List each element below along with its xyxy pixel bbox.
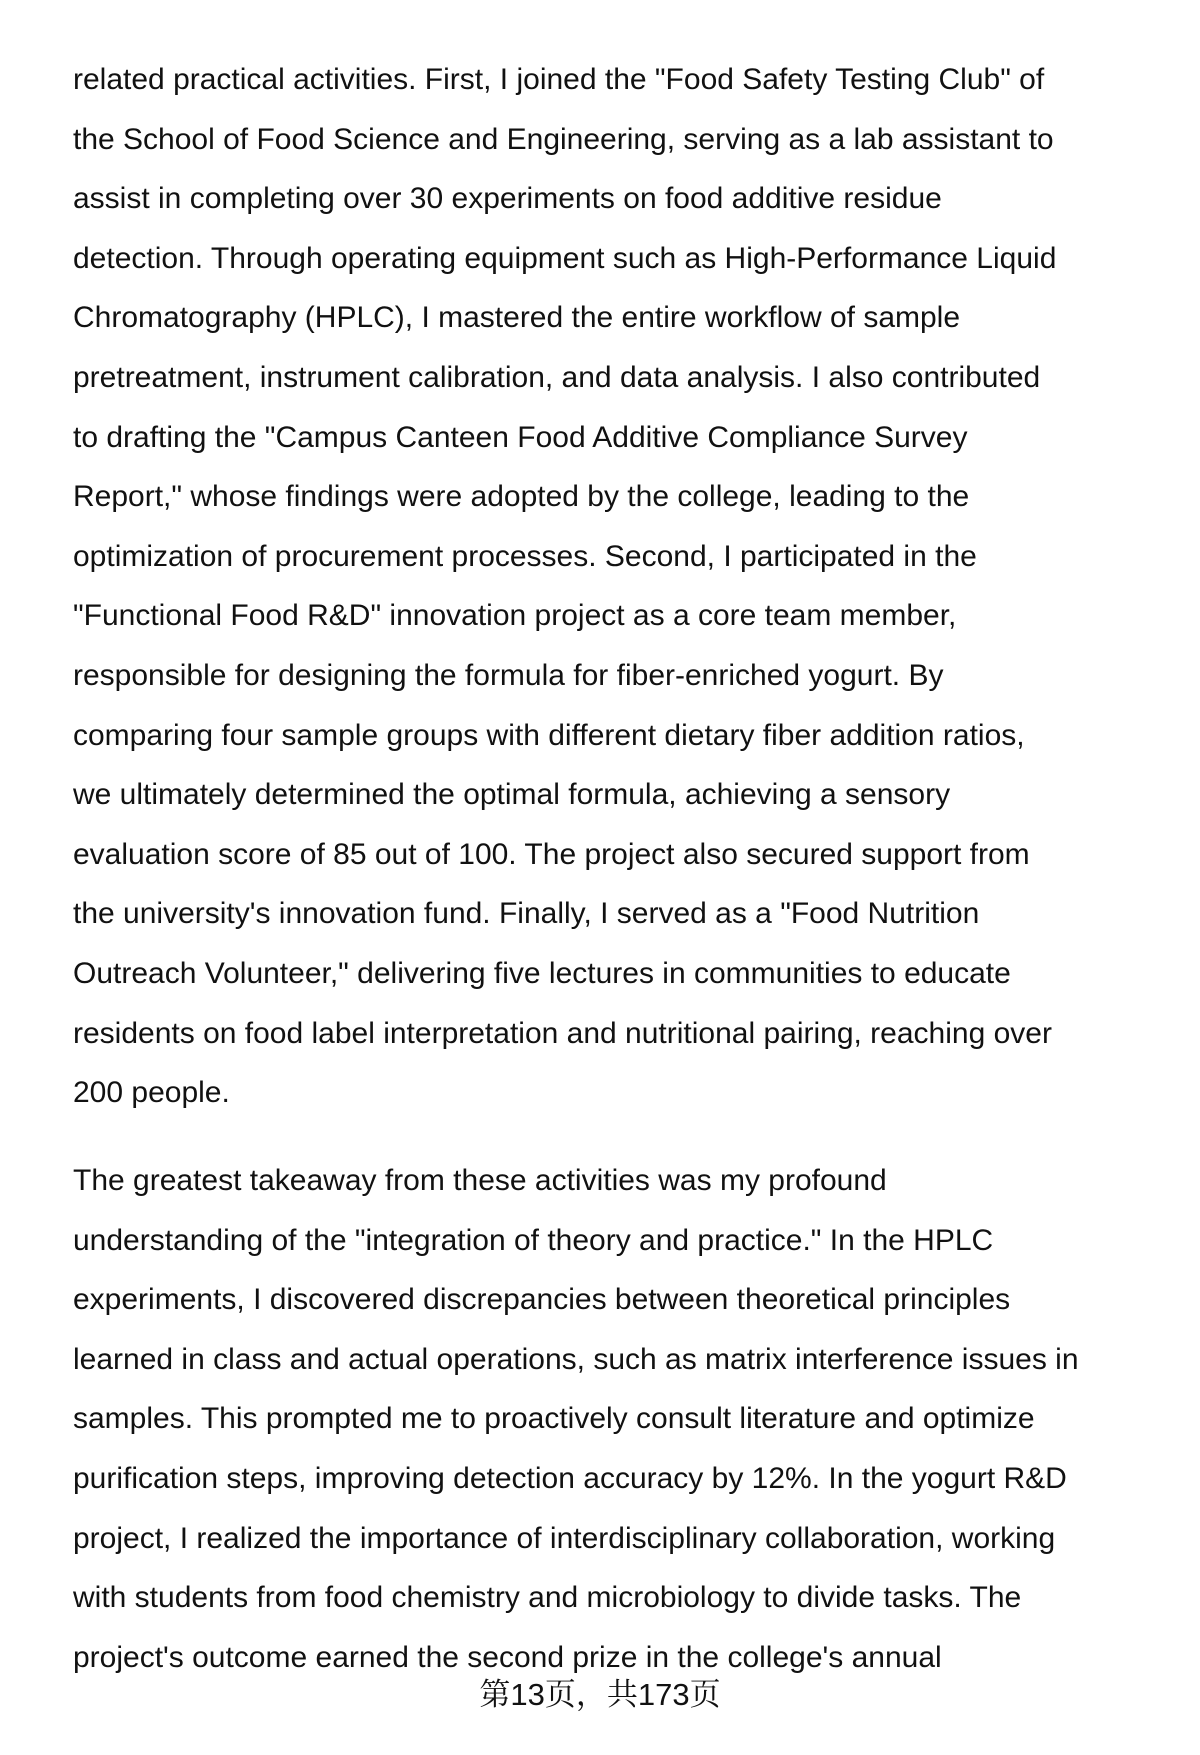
- text-line: assist in completing over 30 experiments on food additive residue: [73, 182, 942, 216]
- text-line: Outreach Volunteer," delivering five lectures in communities to educate: [73, 957, 1011, 990]
- text-line: to drafting the "Campus Canteen Food Additive Compliance Survey: [73, 420, 968, 454]
- text-line: "Functional Food R&D" innovation project as a core team member,: [73, 599, 957, 633]
- text-line: we ultimately determined the optimal formula, achieving a sensory: [73, 778, 951, 812]
- text-line: residents on food label interpretation and nutritional pairing, reaching over: [73, 1016, 1052, 1050]
- text-line: the School of Food Science and Engineering, serving as a lab assistant to: [73, 122, 1054, 156]
- text-line: project's outcome earned the second prize in the college's annual: [73, 1640, 942, 1674]
- text-line: the university's innovation fund. Finally, I served as a "Food Nutrition: [73, 897, 980, 931]
- text-line: The greatest takeaway from these activities was my profound: [73, 1164, 887, 1197]
- text-line: 200 people.: [73, 1076, 230, 1110]
- text-line: with students from food chemistry and microbiology to divide tasks. The: [73, 1581, 1022, 1615]
- text-line: Chromatography (HPLC), I mastered the entire workflow of sample: [73, 301, 961, 335]
- page-number-footer: 第13页，共173页: [479, 1677, 721, 1712]
- text-line: related practical activities. First, I joined the "Food Safety Testing Club" of: [73, 63, 1045, 96]
- text-line: pretreatment, instrument calibration, and data analysis. I also contributed: [73, 361, 1041, 394]
- text-line: detection. Through operating equipment such as High-Performance Liquid: [73, 241, 1057, 275]
- text-line: learned in class and actual operations, such as matrix interference issues in: [73, 1342, 1079, 1376]
- text-line: samples. This prompted me to proactively consult literature and optimize: [73, 1402, 1035, 1436]
- text-line: project, I realized the importance of interdisciplinary collaboration, working: [73, 1521, 1056, 1555]
- text-line: experiments, I discovered discrepancies between theoretical principles: [73, 1283, 1011, 1317]
- text-line: evaluation score of 85 out of 100. The project also secured support from: [73, 837, 1030, 871]
- text-line: understanding of the "integration of theory and practice." In the HPLC: [73, 1223, 994, 1257]
- text-line: comparing four sample groups with different dietary fiber addition ratios,: [73, 718, 1025, 752]
- text-line: Report," whose findings were adopted by the college, leading to the: [73, 480, 970, 514]
- text-line: purification steps, improving detection accuracy by 12%. In the yogurt R&D: [73, 1462, 1067, 1495]
- text-line: responsible for designing the formula for fiber-enriched yogurt. By: [73, 659, 944, 692]
- text-line: optimization of procurement processes. Second, I participated in the: [73, 539, 977, 573]
